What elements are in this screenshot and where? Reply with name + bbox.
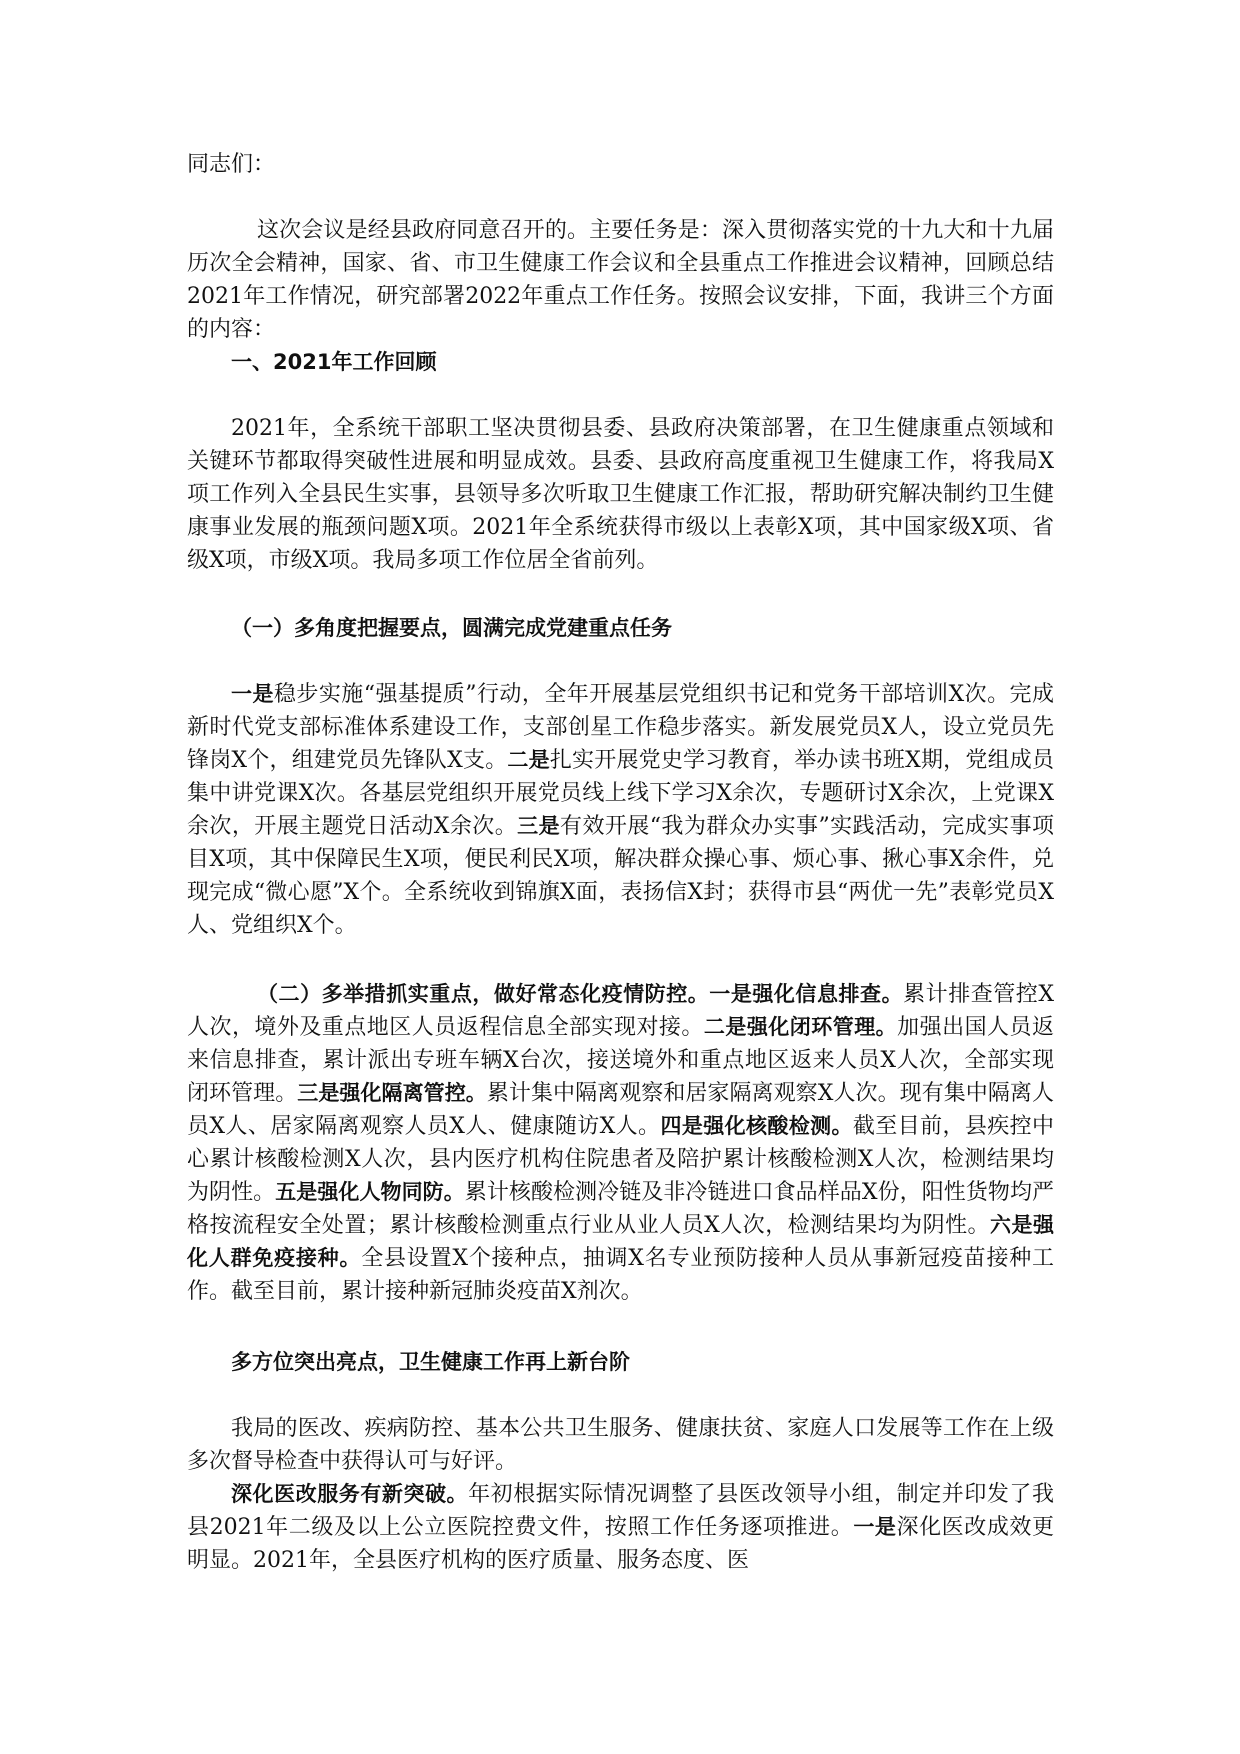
sub2-lead-4: 四是强化核酸检测。 <box>660 1114 853 1138</box>
sub2-text-5: 累计核酸检测冷链及非冷链进口食品样品X份，阳性货物均严格按流程安全处置；累计核酸检测重点行业从业人员X人次，检测结果均为阴性。 <box>187 1180 1055 1238</box>
sub1-text-3: 有效开展“我为群众办实事”实践活动，完成实事项目X项，其中保障民生X项，便民利民X项，解决群众操心事、烦心事、揪心事X余件，兑现完成“微心愿”X个。全系统收到锦旗X面，表扬信X封；获得市县“两优一先”表彰党员X人、党组织X个。 <box>187 814 1055 938</box>
sub3-body: 我局的医改、疾病防控、基本公共卫生服务、健康扶贫、家庭人口发展等工作在上级多次督导检查中获得认可与好评。 <box>187 1416 1054 1474</box>
sub1-lead-3: 三是 <box>517 814 561 838</box>
sub4-body <box>187 1478 1054 1577</box>
sub1-body <box>187 678 1054 942</box>
sub1-lead-2: 二是 <box>507 748 550 772</box>
sub2-heading: （二）多举措抓实重点，做好常态化疫情防控。 <box>257 982 710 1006</box>
section1-body: 2021年，全系统干部职工坚决贯彻县委、县政府决策部署，在卫生健康重点领域和关键环节都取得突破性进展和明显成效。县委、县政府高度重视卫生健康工作，将我局X项工作列入全县民生实事，县领导多次听取卫生健康工作汇报，帮助研究解决制约卫生健康事业发展的瓶颈问题X项。2021年全系统获得市级以上表彰X项，其中国家级X项、省级X项，市级X项。我局多项工作位居全省前列。 <box>187 416 1054 573</box>
intro-paragraph: 这次会议是经县政府同意召开的。主要任务是：深入贯彻落实党的十九大和十九届历次全会精神，国家、省、市卫生健康工作会议和全县重点工作推进会议精神，回顾总结2021年工作情况，研究部署2022年重点工作任务。按照会议安排，下面，我讲三个方面的内容： <box>187 218 1054 342</box>
sub4-item-text: 深化医改成效更明显。2021年，全县医疗机构的医疗质量、服务态度、医 <box>187 1515 1054 1573</box>
sub1-text-2: 扎实开展党史学习教育，举办读书班X期，党组成员集中讲党课X次。各基层党组织开展党员线上线下学习X余次，专题研讨X余次，上党课X余次，开展主题党日活动X余次。 <box>187 748 1055 839</box>
sub3-heading: 多方位突出亮点，卫生健康工作再上新台阶 <box>231 1350 630 1374</box>
sub4-text: 年初根据实际情况调整了县医改领导小组，制定并印发了我县2021年二级及以上公立医院控费文件，按照工作任务逐项推进。 <box>187 1482 1054 1540</box>
sub2-lead-2: 二是强化闭环管理。 <box>703 1015 898 1039</box>
sub2-text-3: 累计集中隔离观察和居家隔离观察X人次。现有集中隔离人员X人、居家隔离观察人员X人、健康随访X人。 <box>187 1081 1054 1139</box>
sub2-lead-1: 一是强化信息排查。 <box>709 982 904 1006</box>
sub4-lead: 深化医改服务有新突破。 <box>231 1482 469 1506</box>
sub1-text-1: 稳步实施“强基提质”行动，全年开展基层党组织书记和党务干部培训X次。完成新时代党支部标准体系建设工作，支部创星工作稳步落实。新发展党员X人，设立党员先锋岗X个，组建党员先锋队X支。 <box>187 682 1054 773</box>
salutation: 同志们： <box>187 152 276 177</box>
sub2-lead-6: 六是强化人群免疫接种。 <box>187 1213 1054 1270</box>
sub2-text-1: 累计排查管控X人次，境外及重点地区人员返程信息全部实现对接。 <box>187 982 1055 1040</box>
sub2-text-4: 截至目前，县疾控中心累计核酸检测X人次，县内医疗机构住院患者及陪护累计核酸检测X人次，检测结果均为阴性。 <box>187 1114 1054 1205</box>
sub2-lead-3: 三是强化隔离管控。 <box>297 1081 487 1105</box>
sub2-text-6: 全县设置X个接种点，抽调X名专业预防接种人员从事新冠疫苗接种工作。截至目前，累计接种新冠肺炎疫苗X剂次。 <box>187 1246 1055 1304</box>
sub2-body <box>187 978 1054 1308</box>
sub2-text-2: 加强出国人员返来信息排查，累计派出专班车辆X台次，接送境外和重点地区返来人员X人次，全部实现闭环管理。 <box>187 1015 1054 1106</box>
sub1-lead-1: 一是 <box>231 682 274 706</box>
section1-heading: 一、2021年工作回顾 <box>231 350 437 374</box>
sub4-item-lead: 一是 <box>853 1515 897 1539</box>
sub1-heading: （一）多角度把握要点，圆满完成党建重点任务 <box>231 616 672 640</box>
sub2-lead-5: 五是强化人物同防。 <box>275 1180 465 1204</box>
